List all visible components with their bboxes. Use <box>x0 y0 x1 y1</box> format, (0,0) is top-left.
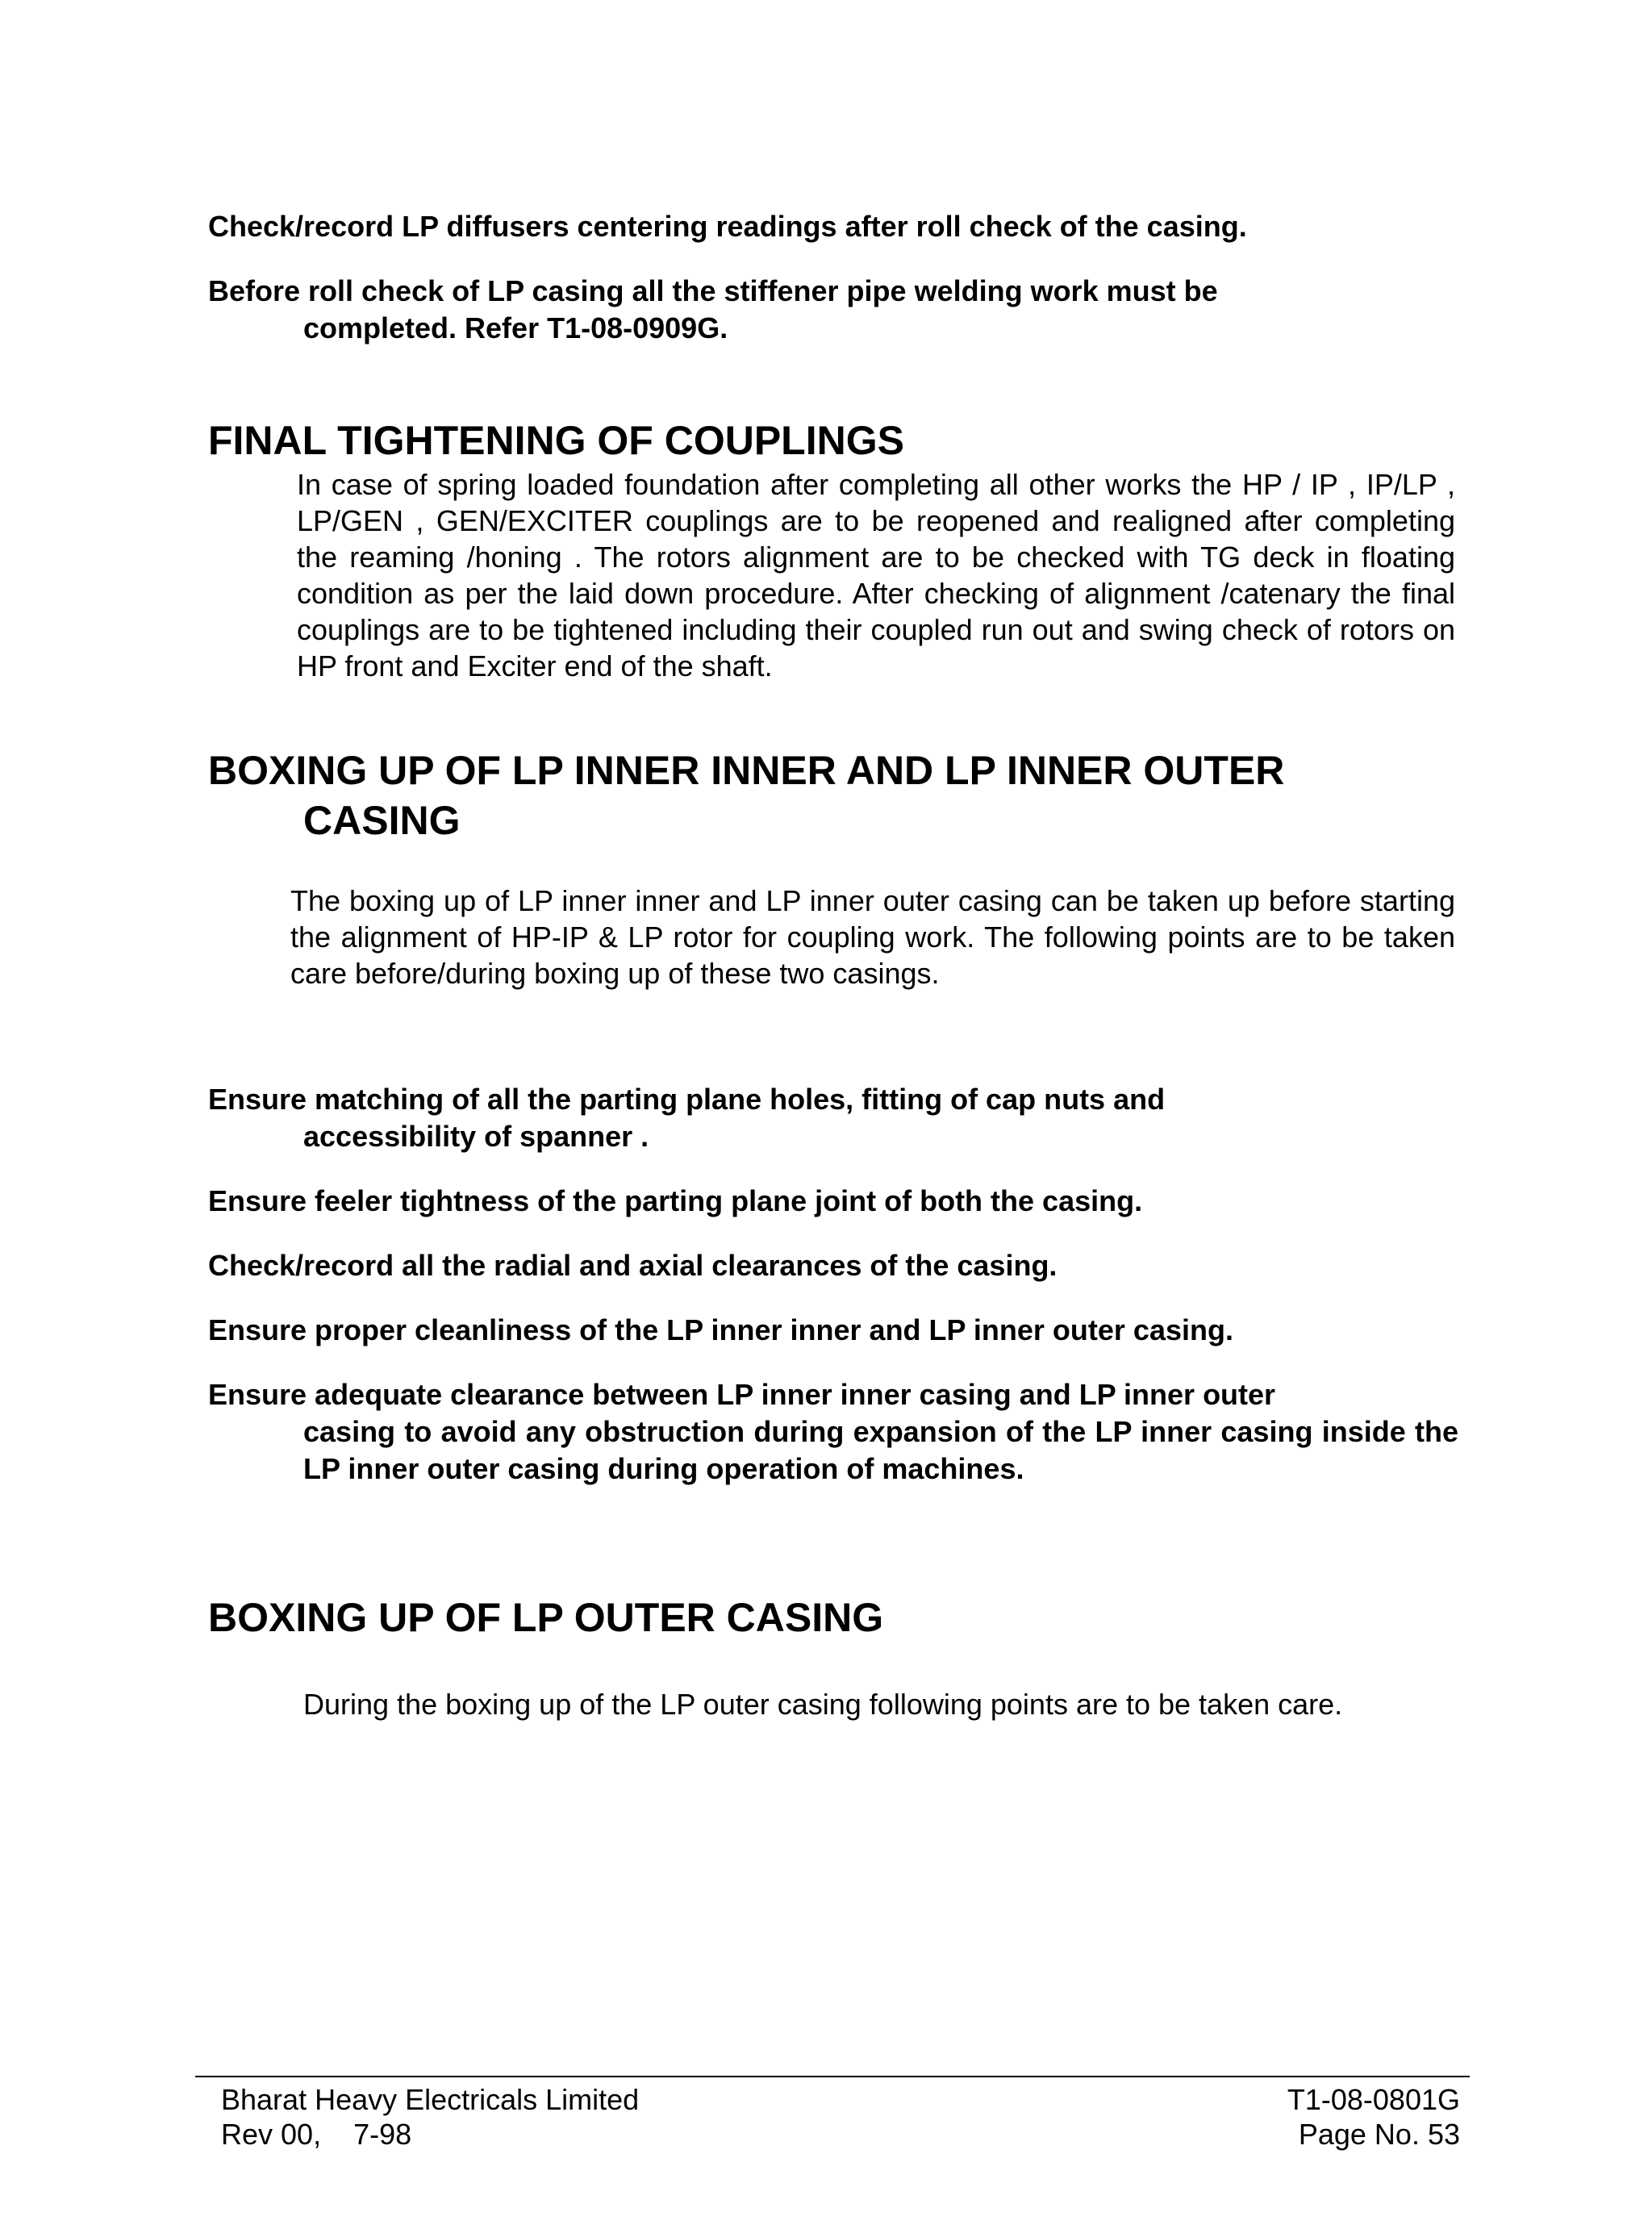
heading-text: FINAL TIGHTENING OF COUPLINGS <box>208 418 904 463</box>
item-text: Ensure feeler tightness of the parting plane joint of both the casing. <box>208 1184 1143 1217</box>
heading-text: BOXING UP OF LP INNER INNER AND LP INNER OUTER <box>208 748 1285 793</box>
section-heading-boxing-lp-outer <box>208 1592 1458 1643</box>
item-text: Check/record all the radial and axial clearances of the casing. <box>208 1249 1058 1282</box>
heading-text: BOXING UP OF LP OUTER CASING <box>208 1595 884 1640</box>
item-text: Before roll check of LP casing all the stiffener pipe welding work must be <box>208 274 1218 307</box>
checklist-item-adequate-clearance <box>208 1376 1458 1488</box>
section-paragraph-boxing-lp-outer: During the boxing up of the LP outer casing following points are to be taken care. <box>303 1688 1343 1721</box>
section-paragraph-final-tightening: In case of spring loaded foundation after completing all other works the HP / IP , IP/LP , LP/GEN , GEN/EXCITER couplings are to be reopened and realigned after completing the reaming /honing . The rotors alignment are to be checked with TG deck in floating condition as per the laid down procedure. After checking of alignment /catenary the final couplings are to be tightened including their coupled run out and swing check of rotors on HP front and Exciter end of the shaft. <box>297 468 1455 682</box>
item-text: Ensure matching of all the parting plane holes, fitting of cap nuts and <box>208 1083 1166 1116</box>
item-text: Ensure proper cleanliness of the LP inner inner and LP inner outer casing. <box>208 1313 1233 1346</box>
checklist-item-parting-plane-holes <box>208 1081 1458 1155</box>
item-text: Check/record LP diffusers centering readings after roll check of the casing. <box>208 210 1247 243</box>
item-text-continued: casing to avoid any obstruction during expansion of the LP inner casing inside the LP inner outer casing during operation of machines. <box>303 1415 1458 1485</box>
section-heading-boxing-lp-inner <box>208 745 1458 845</box>
footer-company: Bharat Heavy Electricals Limited <box>221 2083 640 2116</box>
footer-page-number: Page No. 53 <box>1298 2118 1460 2151</box>
section-paragraph-boxing-lp-inner: The boxing up of LP inner inner and LP inner outer casing can be taken up before starting the alignment of HP-IP & LP rotor for coupling work. The following points are to be taken care before/during boxing up of these two casings. <box>290 884 1455 990</box>
footer-divider <box>195 2076 1470 2077</box>
item-text: Ensure adequate clearance between LP inner inner casing and LP inner outer <box>208 1378 1276 1411</box>
checklist-item-clearances <box>208 1247 1458 1284</box>
checklist-item-feeler-tightness <box>208 1183 1458 1220</box>
item-text-continued: accessibility of spanner . <box>303 1120 649 1153</box>
item-text-continued: completed. Refer T1-08-0909G. <box>303 311 728 344</box>
checklist-item-roll-check <box>208 273 1458 347</box>
checklist-item-cleanliness <box>208 1312 1458 1349</box>
footer-doc-number: T1-08-0801G <box>1287 2083 1460 2116</box>
checklist-item-diffusers <box>208 208 1458 245</box>
heading-text-continued: CASING <box>303 798 461 843</box>
footer-revision: Rev 00, 7-98 <box>221 2118 412 2151</box>
section-heading-final-tightening <box>208 415 1458 465</box>
